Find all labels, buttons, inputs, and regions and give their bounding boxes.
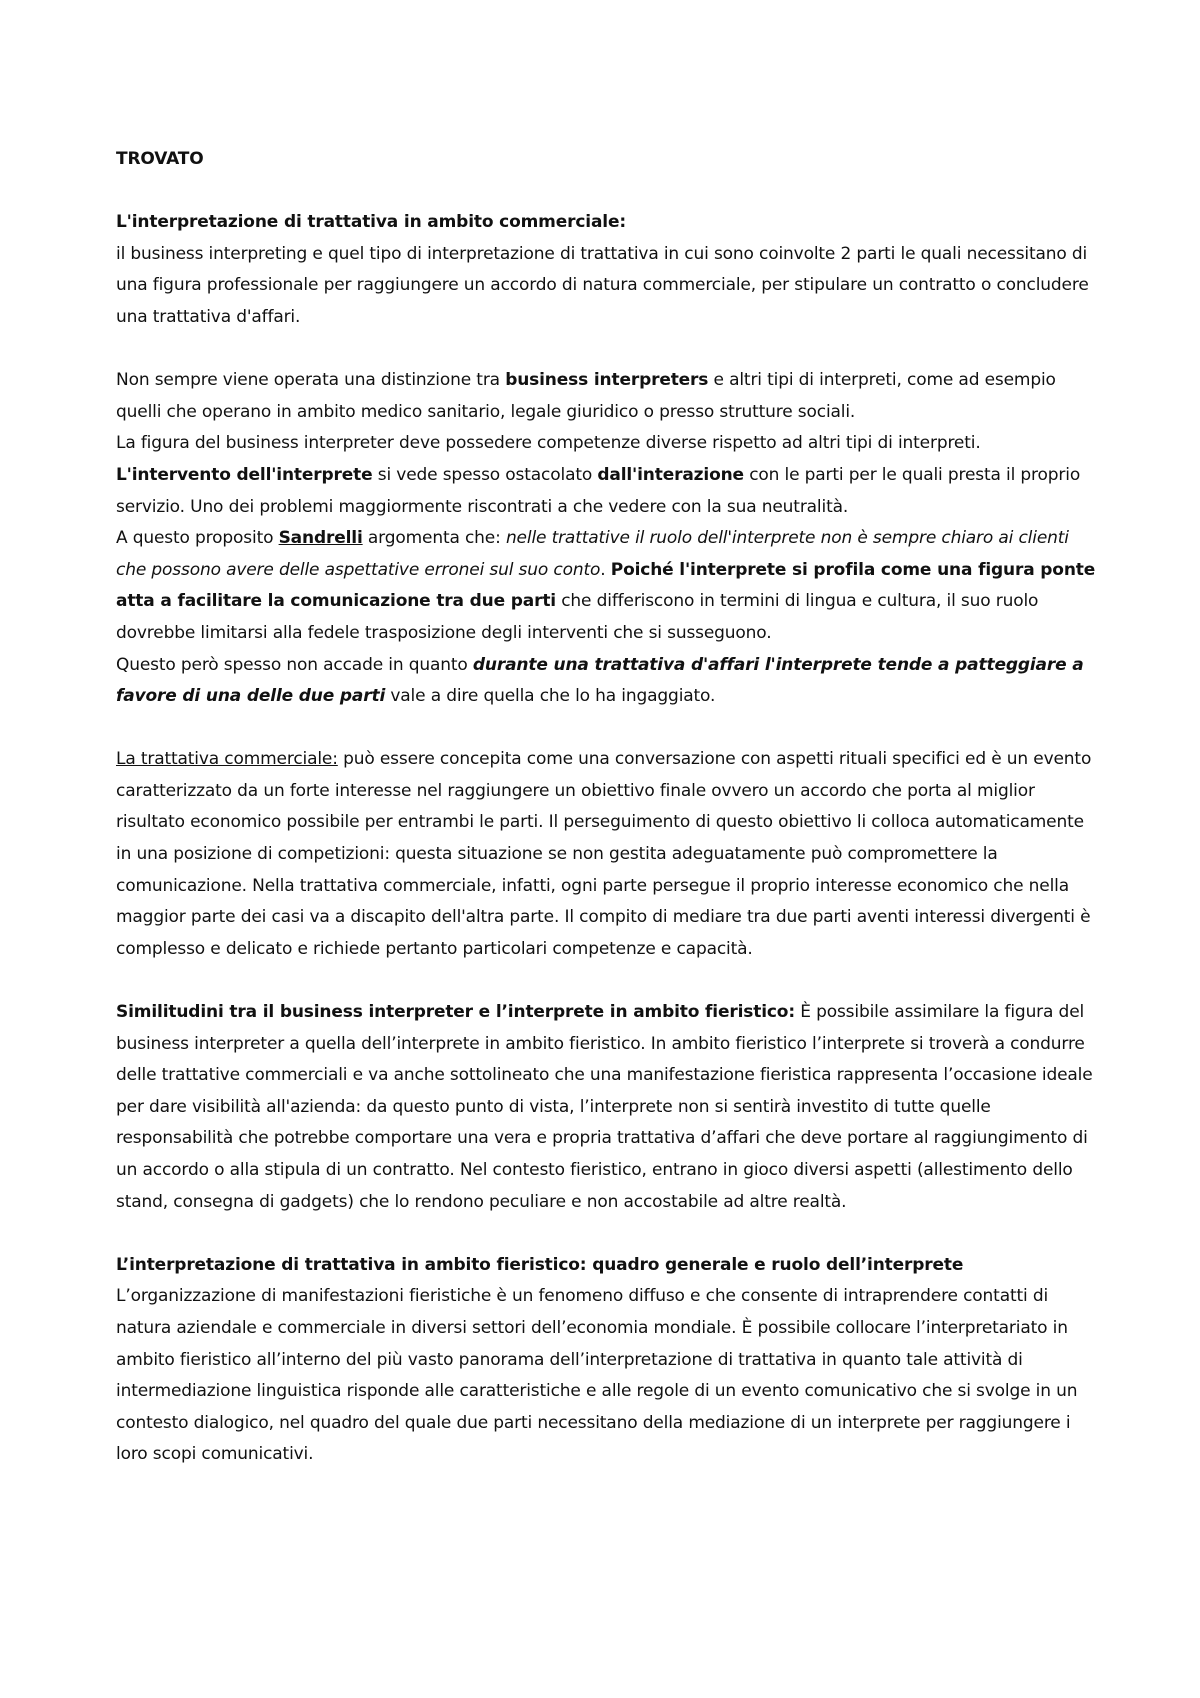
text-run: . — [600, 559, 611, 580]
bold-italic-run: durante una trattativa d'affari l'interprete tende a patteggiare a favore di una delle due parti — [116, 654, 1084, 707]
paragraph-partiality — [116, 650, 1096, 713]
text-run: A questo proposito — [116, 528, 279, 549]
text-run: e altri tipi di interpreti, come ad esempio quelli che operano in ambito medico sanitario, legale giuridico o presso strutture sociali. — [116, 370, 1056, 422]
paragraph-sandrelli — [116, 523, 1096, 649]
section-title: L'interpretazione di trattativa in ambito commerciale: — [116, 212, 626, 233]
section-text: il business interpreting e quel tipo di interpretazione di trattativa in cui sono coinvolte 2 parti le quali necessitano di una figura professionale per raggiungere un accordo di natura commerciale, per stipulare un contratto o concludere una trattativa d'affari. — [116, 243, 1089, 327]
bold-run: dall'interazione — [597, 464, 744, 485]
paragraph-distinction — [116, 365, 1096, 428]
spacer — [116, 965, 1096, 997]
section-text: può essere concepita come una conversazione con aspetti rituali specifici ed è un evento caratterizzato da un forte interesse nel raggiungere un obiettivo finale ovvero un accordo che porta al miglior risultato economico possibile per entrambi le parti. Il perseguimento di questo obiettivo li colloca automaticamente in una posizione di competizioni: questa situazione se non gestita adeguatamente può compromettere la comunicazione. Nella trattativa commerciale, infatti, ogni parte persegue il proprio interesse economico che nella maggior parte dei casi va a discapito dell'altra parte. Il compito di mediare tra due parti aventi interessi divergenti è complesso e delicato e richiede pertanto particolari competenze e capacità. — [116, 749, 1092, 959]
section-commercial-negotiation — [116, 744, 1096, 965]
text-run: si vede spesso ostacolato — [372, 464, 598, 485]
bold-run: L'intervento dell'interprete — [116, 464, 373, 485]
paragraph-competences: La figura del business interpreter deve possedere competenze diverse rispetto ad altri tipi di interpreti. — [116, 433, 981, 454]
spacer — [116, 334, 1096, 366]
text-run: Questo però spesso non accade in quanto — [116, 654, 473, 675]
bold-run: Poiché l'interprete si profila come una figura ponte atta a facilitare la comunicazione tra due parti — [116, 559, 1096, 612]
section-trade-fair-interpreting — [116, 1250, 1096, 1471]
text-run: che differiscono in termini di lingua e cultura, il suo ruolo dovrebbe limitarsi alla fedele trasposizione degli interventi che si susseguono. — [116, 591, 1039, 643]
section-title: La trattativa commerciale: — [116, 749, 338, 770]
spacer — [116, 176, 1096, 208]
paragraph-intervention — [116, 460, 1096, 523]
spacer — [116, 1218, 1096, 1250]
bold-run: business interpreters — [505, 370, 709, 391]
section-title: L’interpretazione di trattativa in ambito fieristico: quadro generale e ruolo dell’interprete — [116, 1254, 964, 1275]
text-run: argomenta che: — [362, 528, 506, 549]
italic-quote: nelle trattative il ruolo dell'interprete non è sempre chiaro ai clienti che possono avere delle aspettative erronei sul suo conto — [116, 528, 1069, 580]
text-run: con le parti per le quali presta il proprio servizio. Uno dei problemi maggiormente riscontrati a che vedere con la sua neutralità. — [116, 464, 1081, 517]
section-similarities — [116, 997, 1096, 1218]
document-body — [116, 144, 1096, 1471]
section-text: È possibile assimilare la figura del business interpreter a quella dell’interprete in ambito fieristico. In ambito fieristico l’interprete si troverà a condurre delle trattative commerciali e va anche sottolineato che una manifestazione fieristica rappresenta l’occasione ideale per dare visibilità all'azienda: da questo punto di vista, l’interprete non si sentirà investito di tutte quelle responsabilità che potrebbe comportare una vera e propria trattativa d’affari che deve portare al raggiungimento di un accordo o alla stipula di un contratto. Nel contesto fieristico, entrano in gioco diversi aspetti (allestimento dello stand, consegna di gadgets) che lo rendono peculiare e non accostabile ad altre realtà. — [116, 1002, 1093, 1212]
text-run: vale a dire quella che lo ha ingaggiato. — [385, 686, 716, 707]
spacer — [116, 713, 1096, 745]
section-text: L’organizzazione di manifestazioni fieristiche è un fenomeno diffuso e che consente di intraprendere contatti di natura aziendale e commerciale in diversi settori dell’economia mondiale. È possibile collocare l’interpretariato in ambito fieristico all’interno del più vasto panorama dell’interpretazione di trattativa in quanto tale attività di intermediazione linguistica risponde alle caratteristiche e alle regole di un evento comunicativo che si svolge in un contesto dialogico, nel quadro del quale due parti necessitano della mediazione di un interprete per raggiungere i loro scopi comunicativi. — [116, 1286, 1078, 1465]
author-name: Sandrelli — [278, 528, 363, 549]
section-title: Similitudini tra il business interpreter e l’interprete in ambito fieristico: — [116, 1002, 795, 1023]
document-heading: TROVATO — [116, 149, 204, 169]
text-run: Non sempre viene operata una distinzione tra — [116, 370, 506, 391]
section-commercial-interpreting — [116, 207, 1096, 333]
